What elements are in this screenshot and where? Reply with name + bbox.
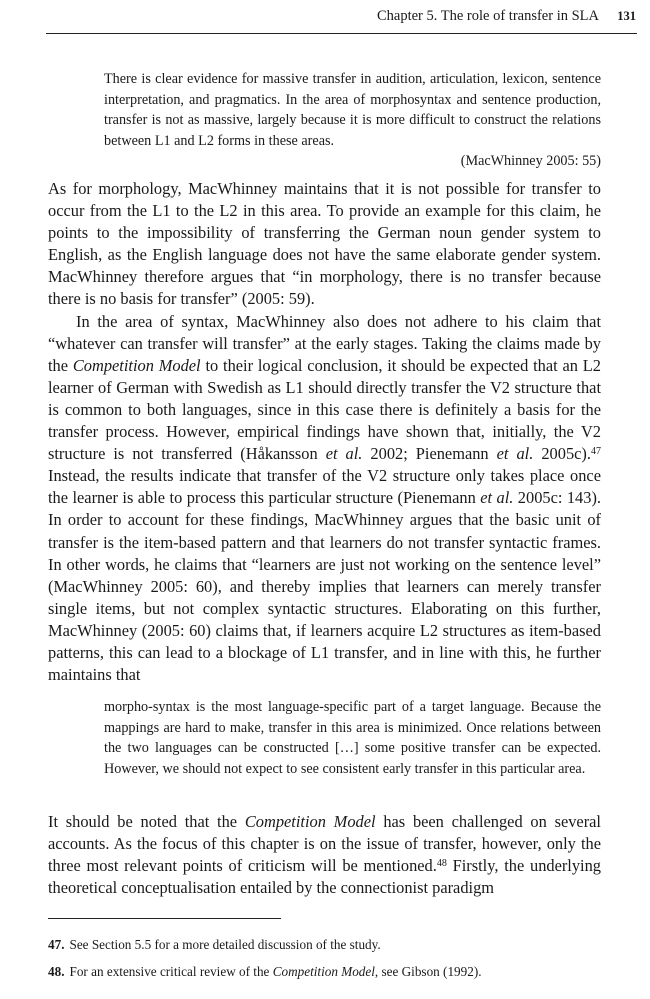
paragraph-morphology: As for morphology, MacWhinney maintains that it is not possible for transfer to occur from the L1 to the L2 in this area. To provide an example for this claim, he points to the impossibility of transferring the German noun gender system to English, as the English language does not have the same elaborate gender system. MacWhinney therefore argues that “in morphology, there is no transfer because there is no basis for transfer” (2005: 59). [48,179,601,309]
footnote-ref-48: 48 [436,858,447,870]
chapter-title: Chapter 5. The role of transfer in SLA [376,8,599,24]
footnote-separator [48,918,281,919]
footnote-48: 48. For an extensive critical review of the Competition Model, see Gibson (1992). [48,964,482,979]
paragraph-syntax: In the area of syntax, MacWhinney also does not adhere to his claim that “whatever can transfer will transfer” at the early stages. Taking the claims made by the Competition Model to their logical conclusion, it should be expected that an L2 learner of German with Swedish as L1 should directly transfer the V2 structure that is common to both languages, since in this case there is definitely a basis for the transfer process. However, empirical findings have shown that, initially, the V2 structure is not transferred (Håkansson et al. 2002; Pienemann et al. 2005c).$^{47}$ Instead, the results indicate that transfer of the V2 structure only takes place once the learner is able to process this particular structure (Pienemann et al. 2005c: 143). In order to account for these findings, MacWhinney argues that the basic unit of transfer is the item-based pattern and that learners do not transfer syntactic frames. In other words, he claims that “learners are just not working on the sentence level” (MacWhinney 2005: 60), and thereby implies that learners can merely transfer single items, but not complex syntactic structures. Elaborating on this further, MacWhinney (2005: 60) claims that, if learners acquire L2 structures as item-based patterns, this can lead to a blockage of L1 transfer, and in line with this, he further maintains that [48,311,602,685]
page-number: 131 [617,9,636,23]
footnote-47: 47. See Section 5.5 for a more detailed discussion of the study. [48,937,381,952]
block-quote-2 [104,697,601,779]
block-quote-1-citation: (MacWhinney 2005: 55) [460,153,601,170]
main-text [48,178,601,686]
block-quote-2-text: morpho-syntax is the most language-specific part of a target language. Because the mappings are hard to make, transfer in this area is minimized. Once relations between the two languages can be constructed […] some positive transfer can be expected. However, we should not expect to see consistent early transfer in this particular area. [104,699,601,777]
main-text-continued [48,811,601,899]
block-quote-1 [104,69,601,172]
footnote-ref-47: 47 [590,446,601,458]
block-quote-1-text: There is clear evidence for massive transfer in audition, articulation, lexicon, sentence interpretation, and pragmatics. In the area of morphosyntax and sentence production, transfer is not as massive, largely because it is more difficult to construct the relations between L1 and L2 forms in these areas. [104,71,601,149]
paragraph-criticism: It should be noted that the Competition Model has been challenged on several accounts. As the focus of this chapter is on the issue of transfer, however, only the three most relevant points of criticism will be mentioned.$^{48}$ Firstly, the underlying theoretical conceptualisation entailed by the connectionist paradigm [48,812,602,898]
running-header [46,0,637,34]
